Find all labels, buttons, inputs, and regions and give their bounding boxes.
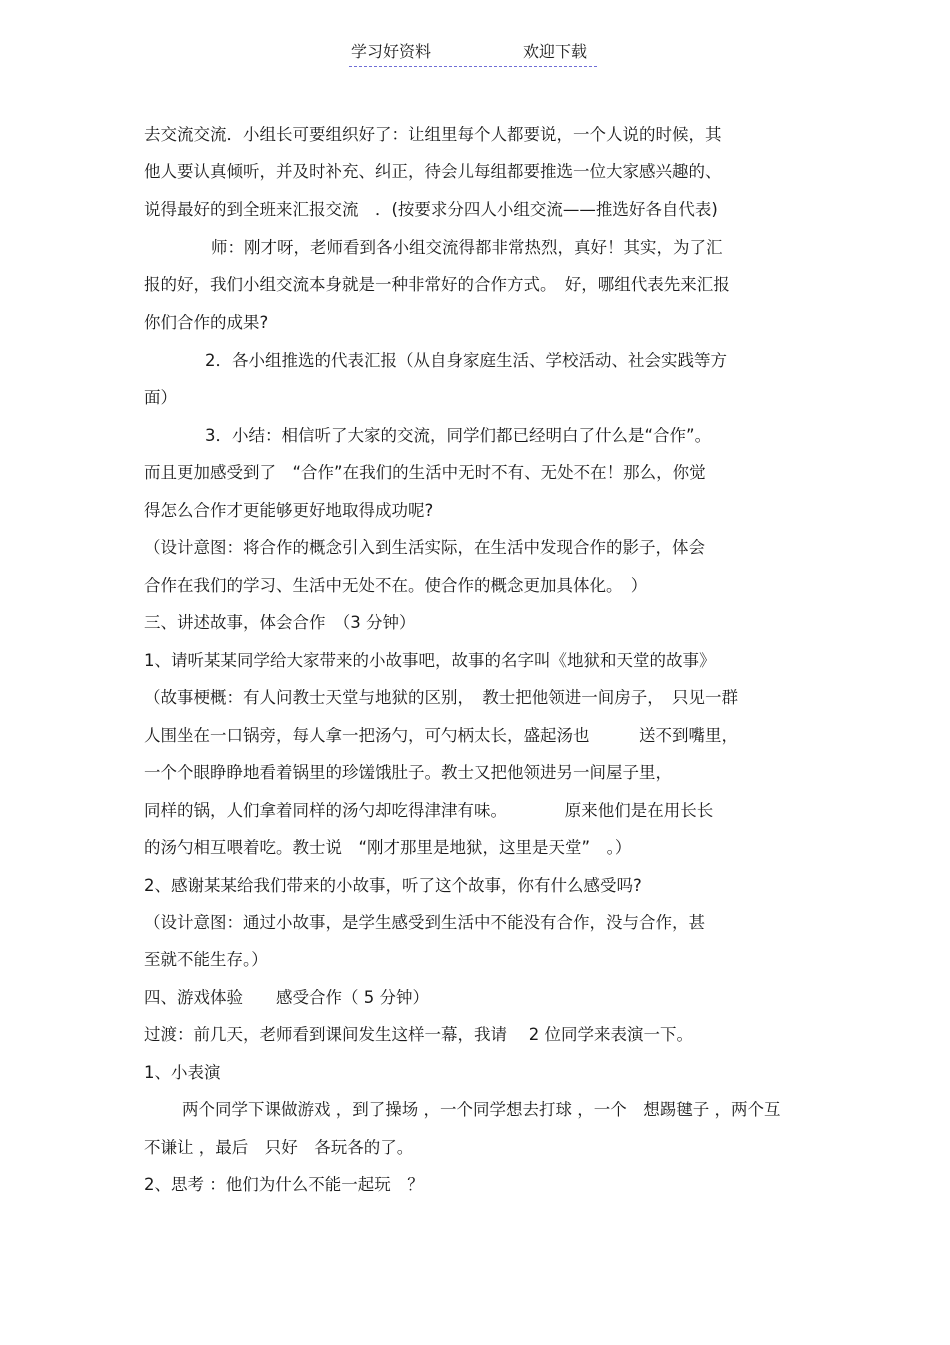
text-line: 2．各小组推选的代表汇报（从自身家庭生活、学校活动、社会实践等方: [205, 351, 727, 370]
text-line: 2、思考 ：他们为什么不能一起玩 ？: [144, 1175, 424, 1194]
text-line: 至就不能生存。）: [144, 950, 268, 969]
text-line: 两个同学下课做游戏 ，到了操场 ，一个同学想去打球 ，一个 想踢毽子 ，两个互: [182, 1100, 781, 1119]
text-line: 面）: [144, 388, 177, 407]
text-line: 得怎么合作才更能够更好地取得成功呢?: [144, 501, 434, 520]
header-right-text: 欢迎下载: [523, 42, 588, 61]
text-line: 1、请听某某同学给大家带来的小故事吧，故事的名字叫《地狱和天堂的故事》: [144, 651, 716, 670]
text-line: 2、感谢某某给我们带来的小故事，听了这个故事，你有什么感受吗?: [144, 876, 642, 895]
text-line: 说得最好的到全班来汇报交流 ．(按要求分四人小组交流——推选好各自代表): [144, 200, 718, 219]
text-line: 师：刚才呀，老师看到各小组交流得都非常热烈，真好！其实，为了汇: [211, 238, 723, 257]
text-line: 3．小结：相信听了大家的交流，同学们都已经明白了什么是“合作”。: [205, 426, 712, 445]
text-line: 报的好，我们小组交流本身就是一种非常好的合作方式。 好，哪组代表先来汇报: [144, 275, 730, 294]
text-line: 人围坐在一口锅旁，每人拿一把汤勺，可勺柄太长，盛起汤也 送不到嘴里，: [144, 726, 738, 745]
text-line: 去交流交流．小组长可要组织好了：让组里每个人都要说，一个人说的时候，其: [144, 125, 722, 144]
text-line: 过渡：前几天，老师看到课间发生这样一幕，我请 2 位同学来表演一下。: [144, 1025, 693, 1044]
text-line: 一个个眼睁睁地看着锅里的珍馐饿肚子。教士又把他领进另一间屋子里，: [144, 763, 672, 782]
text-line: 同样的锅，人们拿着同样的汤勺却吃得津津有味。 原来他们是在用长长: [144, 801, 714, 820]
text-line: 他人要认真倾听，并及时补充、纠正，待会儿每组都要推选一位大家感兴趣的、: [144, 162, 722, 181]
text-line: 1、小表演: [144, 1063, 221, 1082]
header-left-text: 学习好资料: [351, 42, 432, 61]
text-line: （设计意图：通过小故事，是学生感受到生活中不能没有合作，没与合作，甚: [144, 913, 705, 932]
text-line: （设计意图：将合作的概念引入到生活实际，在生活中发现合作的影子，体会: [144, 538, 705, 557]
text-line: （故事梗概：有人问教士天堂与地狱的区别， 教士把他领进一间房子， 只见一群: [144, 688, 738, 707]
page-header: [349, 40, 597, 67]
section-heading: 四、游戏体验 感受合作（ 5 分钟）: [144, 988, 429, 1007]
text-line: 合作在我们的学习、生活中无处不在。使合作的概念更加具体化。 ）: [144, 576, 648, 595]
text-line: 而且更加感受到了 “合作”在我们的生活中无时不有、无处不在！那么，你觉: [144, 463, 706, 482]
text-line: 你们合作的成果?: [144, 313, 269, 332]
text-line: 的汤勺相互喂着吃。教士说 “刚才那里是地狱，这里是天堂” 。）: [144, 838, 632, 857]
text-line: 不谦让 ，最后 只好 各玩各的了。: [144, 1138, 414, 1157]
section-heading: 三、讲述故事，体会合作 （3 分钟）: [144, 613, 416, 632]
